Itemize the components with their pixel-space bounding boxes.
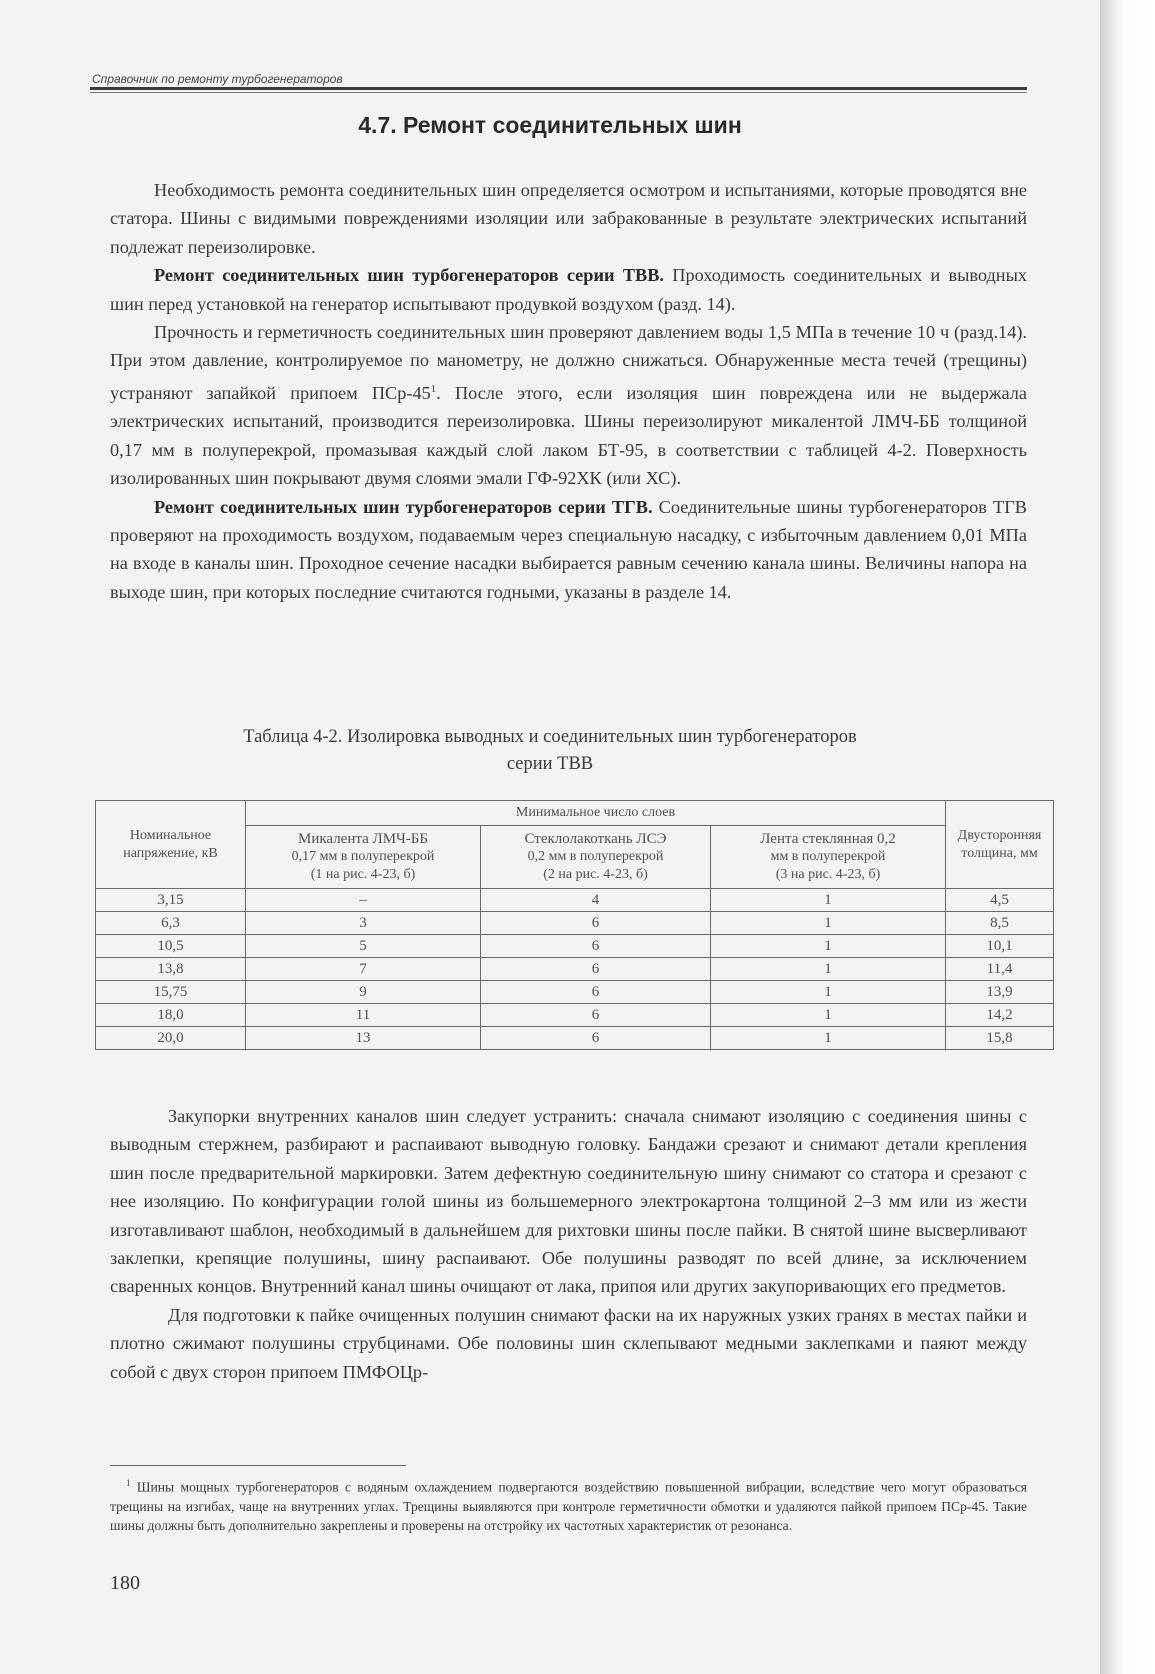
footnote-rule bbox=[110, 1465, 406, 1466]
table-row bbox=[96, 912, 1054, 935]
body-text-upper bbox=[110, 176, 1027, 606]
table-cell: 10,5 bbox=[96, 935, 246, 958]
header-thickness: Двусторонняя толщина, мм bbox=[946, 801, 1054, 889]
paragraph bbox=[110, 493, 1027, 607]
table-cell: 13 bbox=[246, 1027, 481, 1050]
header-line: 0,2 мм в полуперекрой bbox=[527, 849, 664, 864]
table-cell: 4,5 bbox=[946, 889, 1054, 912]
paragraph-text: Для подготовки к пайке очищенных полушин снимают фаски на их наружных узких гранях в местах пайки и плотно сжимают полушины струбцинами. Обе половины шин склепывают медными заклепками и паяют между собой с двух сторон припоем ПМФОЦр- bbox=[110, 1304, 1027, 1382]
footnote-ref: 1 bbox=[430, 382, 437, 395]
table-cell: 13,9 bbox=[946, 981, 1054, 1004]
table-row bbox=[96, 981, 1054, 1004]
header-line: (2 на рис. 4-23, б) bbox=[543, 867, 648, 882]
table-cell: 1 bbox=[711, 958, 946, 981]
header-line: Микалента ЛМЧ-ББ bbox=[297, 831, 428, 847]
table-caption-line: Таблица 4-2. Изолировка выводных и соединительных шин турбогенераторов bbox=[243, 727, 857, 747]
table-cell: 6,3 bbox=[96, 912, 246, 935]
paragraph-text: Необходимость ремонта соединительных шин определяется осмотром и испытаниями, которые проводятся вне статора. Шины с видимыми повреждениями изоляции или забракованные в результате электрических испытаний подлежат переизолировке. bbox=[110, 180, 1027, 257]
table-cell: 1 bbox=[711, 912, 946, 935]
paragraph bbox=[110, 261, 1027, 318]
footnote-paragraph bbox=[110, 1474, 1027, 1535]
paragraph-text: Соединительные шины турбогенераторов ТГВ проверяют на проходимость воздухом, подаваемым через специальную насадку, с избыточным давлением 0,01 МПа на входе в каналы шин. Проходное сечение насадки выбирается равным сечению канала шины. Величины напора на выходе шин, при которых последние считаются годными, указаны в разделе 14. bbox=[110, 496, 1027, 602]
header-glass-fabric bbox=[481, 826, 711, 889]
table-row bbox=[96, 958, 1054, 981]
table-cell: 4 bbox=[481, 889, 711, 912]
table-cell: 7 bbox=[246, 958, 481, 981]
table-row bbox=[96, 1027, 1054, 1050]
header-voltage: Номинальное напряжение, кВ bbox=[96, 801, 246, 889]
table-cell: 6 bbox=[481, 935, 711, 958]
header-line: 0,17 мм в полуперекрой bbox=[291, 849, 435, 864]
table-cell: 18,0 bbox=[96, 1004, 246, 1027]
page-edge bbox=[1100, 0, 1155, 1674]
footnote-mark: 1 bbox=[126, 1478, 131, 1488]
insulation-table bbox=[95, 800, 1054, 1050]
table-row bbox=[96, 935, 1054, 958]
paragraph-heading: Ремонт соединительных шин турбогенераторов серии ТВВ. bbox=[154, 265, 664, 286]
table-cell: 1 bbox=[711, 889, 946, 912]
header-line: мм в полуперекрой bbox=[770, 849, 886, 864]
table-cell: 5 bbox=[246, 935, 481, 958]
table-cell: 1 bbox=[711, 1027, 946, 1050]
table-cell: 14,2 bbox=[946, 1004, 1054, 1027]
table-caption bbox=[0, 724, 1100, 778]
table-cell: 3 bbox=[246, 912, 481, 935]
body-text-lower bbox=[110, 1102, 1027, 1386]
paragraph-text: Проходимость соединительных и выводных шин перед установкой на генератор испытывают продувкой воздухом (разд. 14). bbox=[110, 265, 1027, 314]
table-cell: – bbox=[246, 889, 481, 912]
table-cell: 3,15 bbox=[96, 889, 246, 912]
table-cell: 11,4 bbox=[946, 958, 1054, 981]
table-cell: 10,1 bbox=[946, 935, 1054, 958]
header-rule-thin bbox=[90, 92, 1027, 93]
table-cell: 13,8 bbox=[96, 958, 246, 981]
footnote-text: Шины мощных турбогенераторов с водяным охлаждением подвергаются воздействию повышенной вибрации, вследствие чего могут образоваться трещины на изгибах, чаще на внутренних углах. Трещины выявляются при контроле герметичности обмотки и удаляются пайкой припоем ПСр-45. Такие шины должны быть дополнительно закреплены и проверены на отстройку их частотных характеристик от резонанса. bbox=[110, 1479, 1027, 1533]
page-number: 180 bbox=[110, 1572, 140, 1594]
table-cell: 6 bbox=[481, 1004, 711, 1027]
table-cell: 1 bbox=[711, 1004, 946, 1027]
table-cell: 20,0 bbox=[96, 1027, 246, 1050]
paragraph bbox=[110, 176, 1027, 261]
table-cell: 9 bbox=[246, 981, 481, 1004]
paragraph-text: Закупорки внутренних каналов шин следует устранить: сначала снимают изоляцию с соединения шины с выводным стержнем, разбирают и распаивают выводную головку. Бандажи срезают и снимают детали крепления шин после предварительной маркировки. Затем дефектную соединительную шину снимают со статора и срезают с нее изоляцию. По конфигурации голой шины из большемерного электрокартона толщиной 2–3 мм или из жести изготавливают шаблон, необходимый в дальнейшем для рихтовки шины после пайки. В снятой шине высверливают заклепки, крепящие полушины, шину распаивают. Обе полушины разводят по всей длине, за исключением сваренных концов. Внутренний канал шины очищают от лака, припоя или других закупоривающих его предметов. bbox=[110, 1106, 1027, 1297]
table-cell: 15,75 bbox=[96, 981, 246, 1004]
paragraph bbox=[110, 1301, 1027, 1386]
table-cell: 15,8 bbox=[946, 1027, 1054, 1050]
table-cell: 6 bbox=[481, 981, 711, 1004]
paragraph bbox=[110, 318, 1027, 493]
header-mica bbox=[246, 826, 481, 889]
table-cell: 8,5 bbox=[946, 912, 1054, 935]
paragraph-heading: Ремонт соединительных шин турбогенераторов серии ТГВ. bbox=[154, 496, 653, 517]
header-line: Лента стеклянная 0,2 bbox=[760, 831, 896, 847]
table-cell: 6 bbox=[481, 1027, 711, 1050]
table-cell: 1 bbox=[711, 935, 946, 958]
header-line: Стеклолакоткань ЛСЭ bbox=[524, 831, 667, 847]
table-caption-line: серии ТВВ bbox=[506, 754, 594, 774]
table-row bbox=[96, 889, 1054, 912]
paragraph-text: Прочность и герметичность соединительных шин проверяют давлением воды 1,5 МПа в течение 10 ч (разд.14). При этом давление, контролируемое по манометру, не должно снижаться. Обнаруженные места течей (трещины) устраняют запайкой припоем ПСр-45 bbox=[110, 322, 1027, 403]
paragraph-text: . После этого, если изоляция шин повреждена или не выдержала электрических испытаний, производится переизолировка. Шины переизолируют микалентой ЛМЧ-ББ толщиной 0,17 мм в полуперекрой, промазывая каждый слой лаком БТ-95, в соответствии с таблицей 4-2. Поверхность изолированных шин покрывают двумя слоями эмали ГФ-92ХК (или ХС). bbox=[110, 382, 1027, 489]
table-cell: 6 bbox=[481, 958, 711, 981]
header-min-layers: Минимальное число слоев bbox=[246, 801, 946, 826]
running-header: Справочник по ремонту турбогенераторов bbox=[92, 72, 343, 86]
header-line: (1 на рис. 4-23, б) bbox=[310, 867, 416, 882]
table-cell: 1 bbox=[711, 981, 946, 1004]
paragraph bbox=[110, 1102, 1027, 1301]
table-container bbox=[95, 800, 1053, 1050]
footnote bbox=[110, 1474, 1027, 1535]
table-row bbox=[96, 1004, 1054, 1027]
table-cell: 6 bbox=[481, 912, 711, 935]
header-line: (3 на рис. 4-23, б) bbox=[775, 867, 881, 882]
header-rule bbox=[90, 87, 1027, 90]
header-glass-tape bbox=[711, 826, 946, 889]
section-title: 4.7. Ремонт соединительных шин bbox=[358, 112, 742, 138]
table-cell: 11 bbox=[246, 1004, 481, 1027]
